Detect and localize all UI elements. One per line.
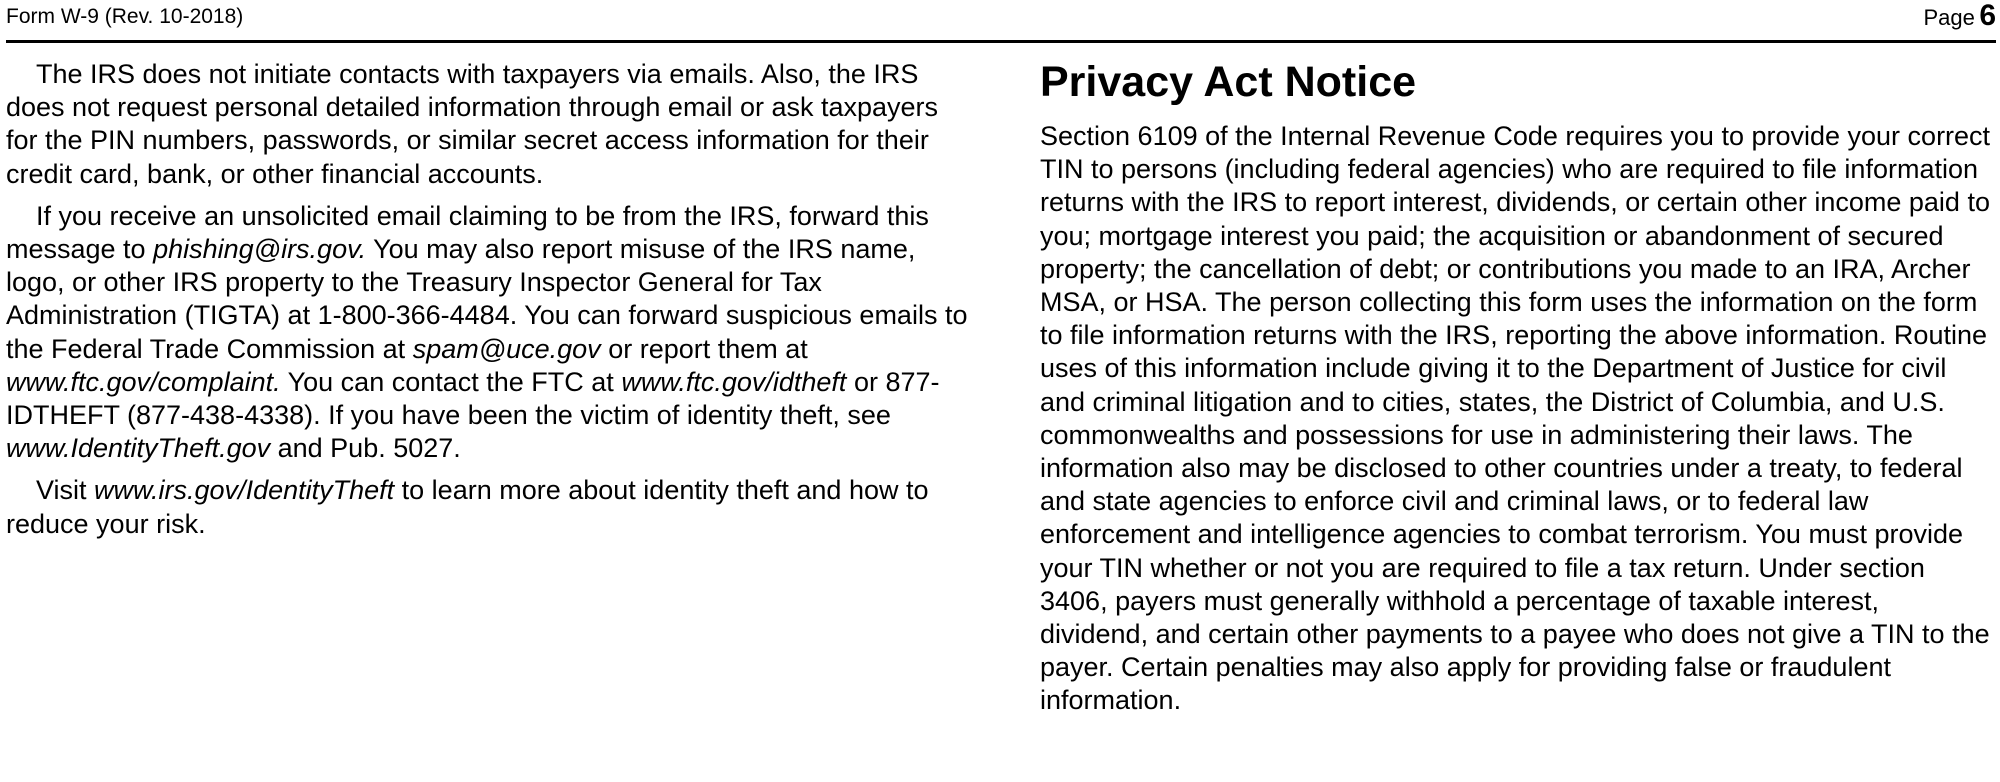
right-column [1040, 56, 1994, 718]
text-run: If you receive an unsolicited email claiming to be from the IRS, forward this message to [6, 200, 929, 265]
text-run: Visit [36, 475, 95, 506]
page-header [6, 0, 1996, 43]
text-run: and Pub. 5027. [270, 433, 461, 464]
left-column [6, 58, 972, 550]
spam-email-link[interactable]: spam@uce.gov [412, 333, 601, 364]
report-phishing-paragraph [6, 200, 972, 466]
text-run: You may also report misuse of the IRS name, logo, or other IRS property to the Treasury Inspector General for Tax Administration (TIGTA) at 1-800-366-4484. You can forward suspicious emails to the Federal Trade Commission at [6, 234, 968, 364]
text-run: or report them at [600, 333, 808, 364]
form-identifier: Form W-9 (Rev. 10-2018) [6, 5, 244, 28]
privacy-act-notice-heading: Privacy Act Notice [1040, 58, 1417, 106]
page-number: 6 [1979, 0, 1996, 32]
text-run: or 877-IDTHEFT (877-438-4338). If you have been the victim of identity theft, see [6, 366, 940, 431]
text-run: You can contact the FTC at [280, 366, 622, 397]
irs-no-email-contact-paragraph: The IRS does not initiate contacts with taxpayers via emails. Also, the IRS does not request personal detailed information through email or ask taxpayers for the PIN numbers, passwords, or similar secret access information for their credit card, bank, or other financial accounts. [6, 59, 939, 189]
identitytheft-gov-link[interactable]: www.IdentityTheft.gov [6, 433, 271, 464]
text-run: to learn more about identity theft and how to reduce your risk. [6, 475, 929, 539]
irs-identitytheft-link[interactable]: www.irs.gov/IdentityTheft [94, 475, 395, 506]
ftc-idtheft-link[interactable]: www.ftc.gov/idtheft [621, 366, 847, 397]
page-number-label [1923, 0, 1996, 34]
learn-more-paragraph [6, 474, 972, 540]
page-word: Page [1923, 5, 1975, 30]
phishing-email-link[interactable]: phishing@irs.gov. [153, 234, 367, 265]
privacy-act-notice-body: Section 6109 of the Internal Revenue Code requires you to provide your correct TIN to persons (including federal agencies) who are required to file information returns with the IRS to report interest, dividends, or certain other income paid to you; mortgage interest you paid; the acquisition or abandonment of secured property; the cancellation of debt; or contributions you made to an IRA, Archer MSA, or HSA. The person collecting this form uses the information on the form to file information returns with the IRS, reporting the above information. Routine uses of this information include giving it to the Department of Justice for civil and criminal litigation and to cities, states, the District of Columbia, and U.S. commonwealths and possessions for use in administering their laws. The information also may be disclosed to other countries under a treaty, to federal and state agencies to enforce civil and criminal laws, or to federal law enforcement and intelligence agencies to combat terrorism. You must provide your TIN whether or not you are required to file a tax return. Under section 3406, payers must generally withhold a percentage of taxable interest, dividend, and certain other payments to a payee who does not give a TIN to the payer. Certain penalties may also apply for providing false or fraudulent information. [1040, 121, 1991, 716]
ftc-complaint-link[interactable]: www.ftc.gov/complaint. [6, 366, 281, 397]
